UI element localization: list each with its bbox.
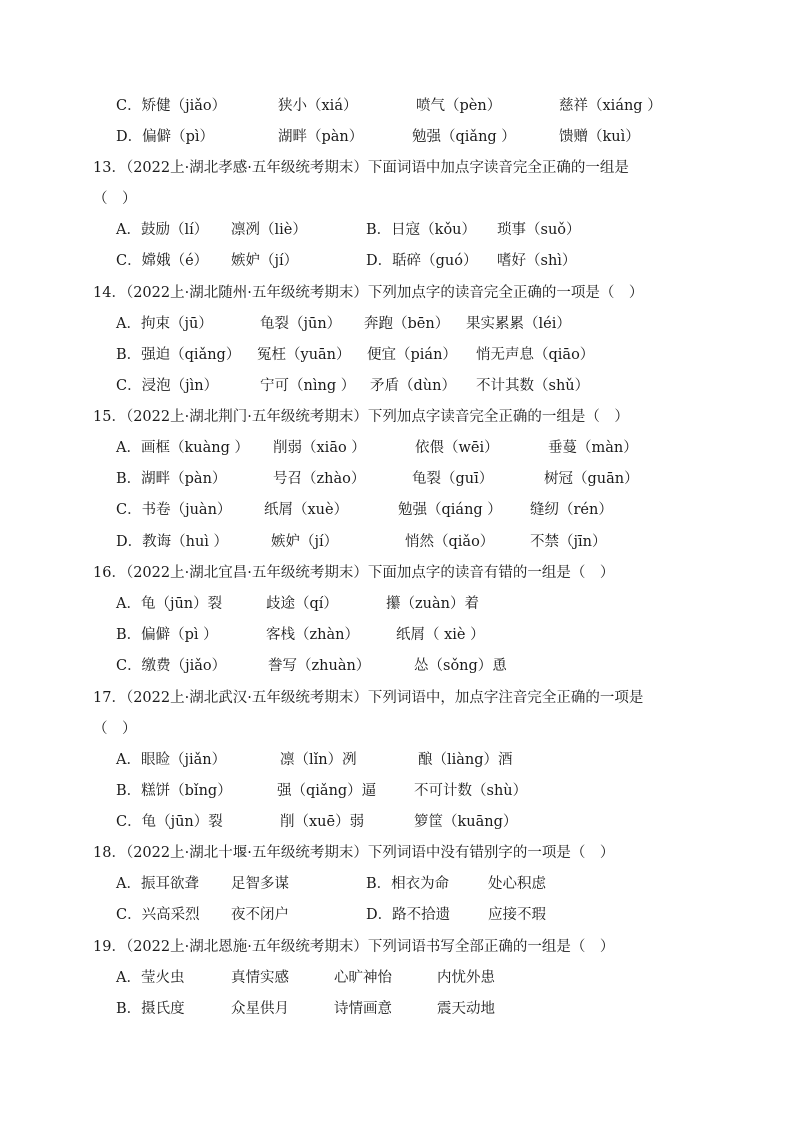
option-item: 心旷神怡 bbox=[334, 970, 392, 986]
option-item: 众星供月 bbox=[231, 1001, 289, 1017]
option-item: 箩筐（kuāng） bbox=[414, 814, 518, 830]
option-item: B．糕饼（bǐng） bbox=[116, 783, 232, 799]
question-text: 13．（2022上·湖北孝感·五年级统考期末）下面词语中加点字读音完全正确的一组是 bbox=[93, 160, 629, 176]
option-item: 削弱（xiāo ） bbox=[273, 440, 366, 456]
option-item: 诗情画意 bbox=[334, 1001, 392, 1017]
option-item: 削（xuē）弱 bbox=[280, 814, 365, 830]
option-item: C．缴费（jiǎo） bbox=[116, 658, 227, 674]
option-item: 处心积虑 bbox=[488, 876, 546, 892]
option-item: 便宜（pián） bbox=[367, 347, 457, 363]
option-item: C．浸泡（jìn） bbox=[116, 378, 219, 394]
option-item: 纸屑（ xiè ） bbox=[396, 627, 485, 643]
option-item: 凛（lǐn）冽 bbox=[280, 752, 357, 768]
option-item: 勉强（qiáng ） bbox=[398, 502, 502, 518]
option-item: 奔跑（bēn） bbox=[364, 316, 450, 332]
option-item: D．路不拾遗 bbox=[366, 907, 451, 923]
question-text: 14．（2022上·湖北随州·五年级统考期末）下列加点字的读音完全正确的一项是（ ） bbox=[93, 285, 644, 301]
option-item: B．相衣为命 bbox=[366, 876, 450, 892]
option-item: 真情实感 bbox=[231, 970, 289, 986]
option-item: A．鼓励（lí） bbox=[116, 222, 209, 238]
option-item: A．画框（kuàng ） bbox=[116, 440, 249, 456]
option-item: 狭小（xiá） bbox=[278, 98, 358, 114]
option-item: 树冠（guān） bbox=[544, 471, 639, 487]
option-item: 缝纫（rén） bbox=[530, 502, 613, 518]
option-item: 凛冽（liè） bbox=[231, 222, 307, 238]
option-item: 湖畔（pàn） bbox=[278, 129, 364, 145]
option-item: 馈赠（kuì） bbox=[559, 129, 640, 145]
option-item: 矛盾（dùn） bbox=[370, 378, 456, 394]
option-item: 琐事（suǒ） bbox=[497, 222, 581, 238]
option-item: 冤枉（yuān） bbox=[257, 347, 351, 363]
option-item: 号召（zhào） bbox=[273, 471, 366, 487]
option-item: D．聒碎（guó） bbox=[366, 253, 478, 269]
option-item: 果实累累（léi） bbox=[466, 316, 571, 332]
option-item: D．偏僻（pì） bbox=[116, 129, 215, 145]
option-item: 嫉妒（jí） bbox=[271, 534, 339, 550]
option-item: 垂蔓（màn） bbox=[548, 440, 638, 456]
option-item: 龟裂（jūn） bbox=[260, 316, 342, 332]
option-item: 悄无声息（qiāo） bbox=[476, 347, 595, 363]
option-item: 夜不闭户 bbox=[231, 907, 289, 923]
option-item: B．偏僻（pì ） bbox=[116, 627, 218, 643]
option-item: B．湖畔（pàn） bbox=[116, 471, 227, 487]
option-item: C．龟（jūn）裂 bbox=[116, 814, 223, 830]
option-item: 不禁（jīn） bbox=[530, 534, 607, 550]
answer-parentheses: （ ） bbox=[93, 191, 137, 207]
option-item: 嗜好（shì） bbox=[497, 253, 577, 269]
option-item: C．书卷（juàn） bbox=[116, 502, 232, 518]
option-item: 龟裂（guī） bbox=[412, 471, 494, 487]
question-text: 15．（2022上·湖北荆门·五年级统考期末）下列加点字读音完全正确的一组是（ ） bbox=[93, 409, 629, 425]
option-item: A．眼睑（jiǎn） bbox=[116, 752, 227, 768]
option-item: B．摄氏度 bbox=[116, 1001, 185, 1017]
question-text: 16．（2022上·湖北宜昌·五年级统考期末）下面加点字的读音有错的一组是（ ） bbox=[93, 565, 615, 581]
option-item: 纸屑（xuè） bbox=[264, 502, 349, 518]
answer-parentheses: （ ） bbox=[93, 721, 137, 737]
option-item: 攥（zuàn）着 bbox=[386, 596, 479, 612]
option-item: 悄然（qiǎo） bbox=[405, 534, 495, 550]
option-item: C．嫦娥（é） bbox=[116, 253, 209, 269]
option-item: C．矫健（jiǎo） bbox=[116, 98, 227, 114]
option-item: 勉强（qiǎng ） bbox=[412, 129, 516, 145]
option-item: 嫉妒（jí） bbox=[231, 253, 299, 269]
option-item: 依偎（wēi） bbox=[415, 440, 499, 456]
option-item: A．龟（jūn）裂 bbox=[116, 596, 223, 612]
option-item: 应接不瑕 bbox=[488, 907, 546, 923]
option-item: 不可计数（shù） bbox=[414, 783, 528, 799]
option-item: A．拘束（jū） bbox=[116, 316, 213, 332]
option-item: 怂（sǒng）恿 bbox=[414, 658, 507, 674]
option-item: A．振耳欲聋 bbox=[116, 876, 199, 892]
option-item: C．兴高采烈 bbox=[116, 907, 200, 923]
option-item: 足智多谋 bbox=[231, 876, 289, 892]
option-item: 喷气（pèn） bbox=[416, 98, 502, 114]
option-item: 誊写（zhuàn） bbox=[268, 658, 371, 674]
option-item: 客栈（zhàn） bbox=[266, 627, 359, 643]
option-item: 内忧外患 bbox=[437, 970, 495, 986]
option-item: B．日寇（kǒu） bbox=[366, 222, 477, 238]
question-text: 19．（2022上·湖北恩施·五年级统考期末）下列词语书写全部正确的一组是（ ） bbox=[93, 939, 615, 955]
option-item: B．强迫（qiǎng） bbox=[116, 347, 241, 363]
option-item: 慈祥（xiáng ） bbox=[559, 98, 662, 114]
option-item: 歧途（qí） bbox=[266, 596, 338, 612]
option-item: 震天动地 bbox=[437, 1001, 495, 1017]
option-item: D．教诲（huì ） bbox=[116, 534, 229, 550]
option-item: A．莹火虫 bbox=[116, 970, 185, 986]
option-item: 不计其数（shǔ） bbox=[476, 378, 590, 394]
option-item: 宁可（nìng ） bbox=[260, 378, 356, 394]
question-text: 17．（2022上·湖北武汉·五年级统考期末）下列词语中，加点字注音完全正确的一项是 bbox=[93, 690, 644, 706]
question-text: 18．（2022上·湖北十堰·五年级统考期末）下列词语中没有错别字的一项是（ ） bbox=[93, 845, 615, 861]
option-item: 强（qiǎng）逼 bbox=[277, 783, 377, 799]
option-item: 酿（liàng）酒 bbox=[418, 752, 513, 768]
